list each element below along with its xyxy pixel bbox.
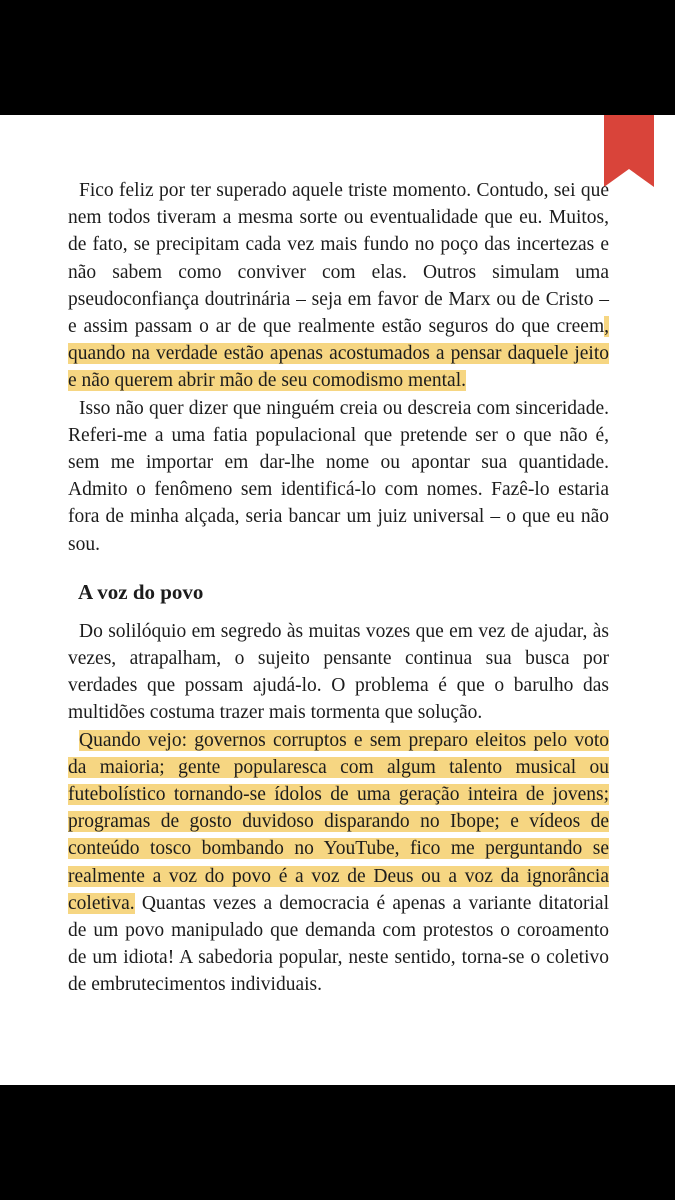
- reader-page[interactable]: [0, 115, 675, 1085]
- paragraph-4-text: Quantas vezes a democracia é apenas a variante ditatorial de um povo manipulado que demanda com protestos o coroamento de um idiota! A sabedoria popular, neste sentido, torna-se o coletivo de embrutecimentos individuais.: [68, 892, 609, 996]
- paragraph-4: [68, 727, 609, 999]
- section-heading: A voz do povo: [78, 579, 204, 604]
- page-text: [68, 177, 609, 999]
- top-black-bar: [0, 0, 675, 115]
- highlight-1[interactable]: , quando na verdade estão apenas acostumados a pensar daquele jeito e não querem abrir mão de seu comodismo mental.: [68, 316, 609, 392]
- highlight-2[interactable]: Quando vejo: governos corruptos e sem preparo eleitos pelo voto da maioria; gente popularesca com algum talento musical ou futebolístico tornando-se ídolos de uma geração inteira de jovens; programas de gosto duvidoso disparando no Ibope; e vídeos de conteúdo tosco bombando no YouTube, fico me perguntando se realmente a voz do povo é a voz de Deus ou a voz da ignorância coletiva.: [68, 729, 609, 914]
- paragraph-3: Do solilóquio em segredo às muitas vozes que em vez de ajudar, às vezes, atrapalham, o sujeito pensante continua sua busca por verdades que possam ajudá-lo. O problema é que o barulho das multidões costuma trazer mais tormenta que solução.: [68, 620, 609, 724]
- bottom-black-bar: [0, 1085, 675, 1200]
- paragraph-2: Isso não quer dizer que ninguém creia ou descreia com sinceridade. Referi-me a uma fatia populacional que pretende ser o que não é, sem me importar em dar-lhe nome ou apontar sua quantidade. Admito o fenômeno sem identificá-lo com nomes. Fazê-lo estaria fora de minha alçada, seria bancar um juiz universal – o que eu não sou.: [68, 397, 609, 555]
- paragraph-1-text: Fico feliz por ter superado aquele triste momento. Contudo, sei que nem todos tiveram a mesma sorte ou eventualidade que eu. Muitos, de fato, se precipitam cada vez mais fundo no poço das incertezas e não sabem como conviver com elas. Outros simulam uma pseudoconfiança doutrinária – seja em favor de Marx ou de Cristo – e assim passam o ar de que realmente estão seguros do que creem: [68, 180, 609, 338]
- paragraph-1: [68, 177, 609, 395]
- bookmark-ribbon-icon[interactable]: [604, 115, 654, 187]
